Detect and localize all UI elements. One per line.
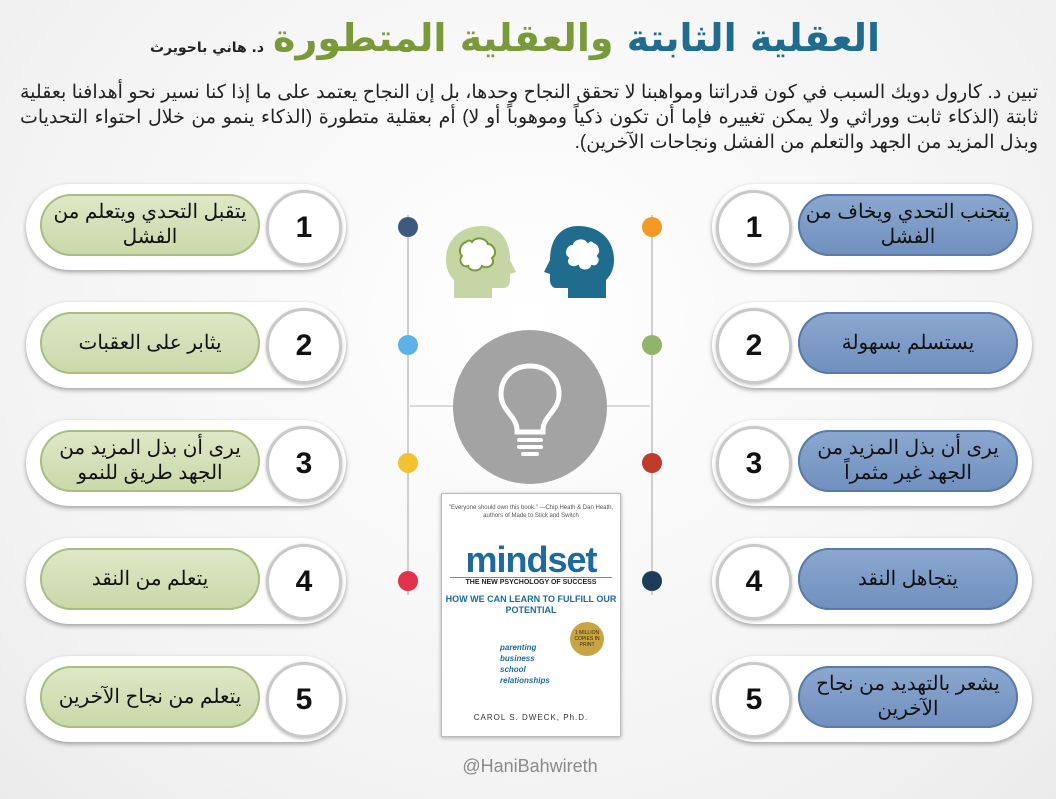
left-dot-3 [398, 453, 418, 473]
book-topic: relationships [500, 676, 550, 685]
title-growth-mindset: والعقلية المتطورة [273, 16, 627, 60]
trait-number: 4 [716, 544, 792, 620]
author-handle: @HaniBahwireth [462, 756, 598, 776]
book-topic: business [500, 654, 535, 663]
right-dot-2 [642, 335, 662, 355]
book-subtitle: THE NEW PSYCHOLOGY OF SUCCESS [450, 577, 612, 586]
book-title: mindset [465, 539, 597, 580]
title-fixed-mindset: العقلية الثابتة [626, 16, 880, 60]
trait-text: يتعلم من النقد [40, 548, 260, 610]
fixed-trait-3 [712, 420, 1032, 506]
fixed-trait-4 [712, 538, 1032, 624]
fixed-head-brain-icon [530, 222, 630, 300]
right-dot-1 [642, 217, 662, 237]
growth-trait-2 [26, 302, 346, 388]
trait-number: 2 [266, 308, 342, 384]
trait-number: 3 [266, 426, 342, 502]
right-dot-4 [642, 571, 662, 591]
book-topic: parenting [500, 643, 537, 652]
left-dot-1 [398, 217, 418, 237]
trait-text: يشعر بالتهديد من نجاح الآخرين [798, 666, 1018, 728]
trait-number: 5 [716, 662, 792, 738]
left-dot-4 [398, 571, 418, 591]
book-tagline: HOW WE CAN LEARN TO FULFILL OUR POTENTIAL [445, 594, 617, 615]
trait-text: يتقبل التحدي ويتعلم من الفشل [40, 194, 260, 256]
trait-text: يرى أن بذل المزيد من الجهد غير مثمراً [798, 430, 1018, 492]
book-topic: school [500, 665, 526, 674]
page-title [0, 14, 880, 62]
trait-text: يتجنب التحدي ويخاف من الفشل [798, 194, 1018, 256]
right-connector-line [651, 215, 653, 595]
growth-trait-4 [26, 538, 346, 624]
book-cover [441, 493, 621, 737]
trait-text: يستسلم بسهولة [798, 312, 1018, 374]
growth-trait-1 [26, 184, 346, 270]
trait-number: 5 [266, 662, 342, 738]
growth-trait-3 [26, 420, 346, 506]
book-topics [500, 642, 550, 686]
trait-number: 1 [716, 190, 792, 266]
trait-text: يرى أن بذل المزيد من الجهد طريق للنمو [40, 430, 260, 492]
fixed-trait-5 [712, 656, 1032, 742]
left-connector-line [407, 215, 409, 595]
trait-text: يتعلم من نجاح الآخرين [40, 666, 260, 728]
left-dot-2 [398, 335, 418, 355]
lightbulb-circle [453, 330, 607, 484]
fixed-trait-2 [712, 302, 1032, 388]
intro-paragraph: تبين د. كارول دويك السبب في كون قدراتنا ومواهبنا لا تحقق النجاح وحدها، بل إن النجاح يعتمد على ما إذا كنا نسير نحو أهدافنا بعقلية ثابتة (الذكاء ثابت ووراثي ولا يمكن تغييره فإما أن تكون ذكياً وموهوباً أو لا) أم بعقلية متطورة (الذكاء ينمو من خلال احتواء التحديات وبذل المزيد من الجهد والتعلم من الفشل ونجاحات الآخرين). [20, 82, 1038, 153]
growth-trait-5 [26, 656, 346, 742]
growth-head-brain-icon [430, 222, 530, 300]
trait-number: 1 [266, 190, 342, 266]
author-name: د. هاني باحويرث [150, 40, 265, 56]
trait-text: يتجاهل النقد [798, 548, 1018, 610]
trait-text: يثابر على العقبات [40, 312, 260, 374]
trait-number: 4 [266, 544, 342, 620]
trait-number: 2 [716, 308, 792, 384]
book-seal: 1 MILLION COPIES IN PRINT [570, 622, 604, 656]
book-quote: "Everyone should own this book." —Chip Heath & Dan Heath, authors of Made to Stick and Switch [448, 505, 614, 519]
book-author: CAROL S. DWECK, Ph.D. [473, 713, 589, 722]
right-dot-3 [642, 453, 662, 473]
fixed-trait-1 [712, 184, 1032, 270]
trait-number: 3 [716, 426, 792, 502]
lightbulb-icon [453, 330, 607, 484]
